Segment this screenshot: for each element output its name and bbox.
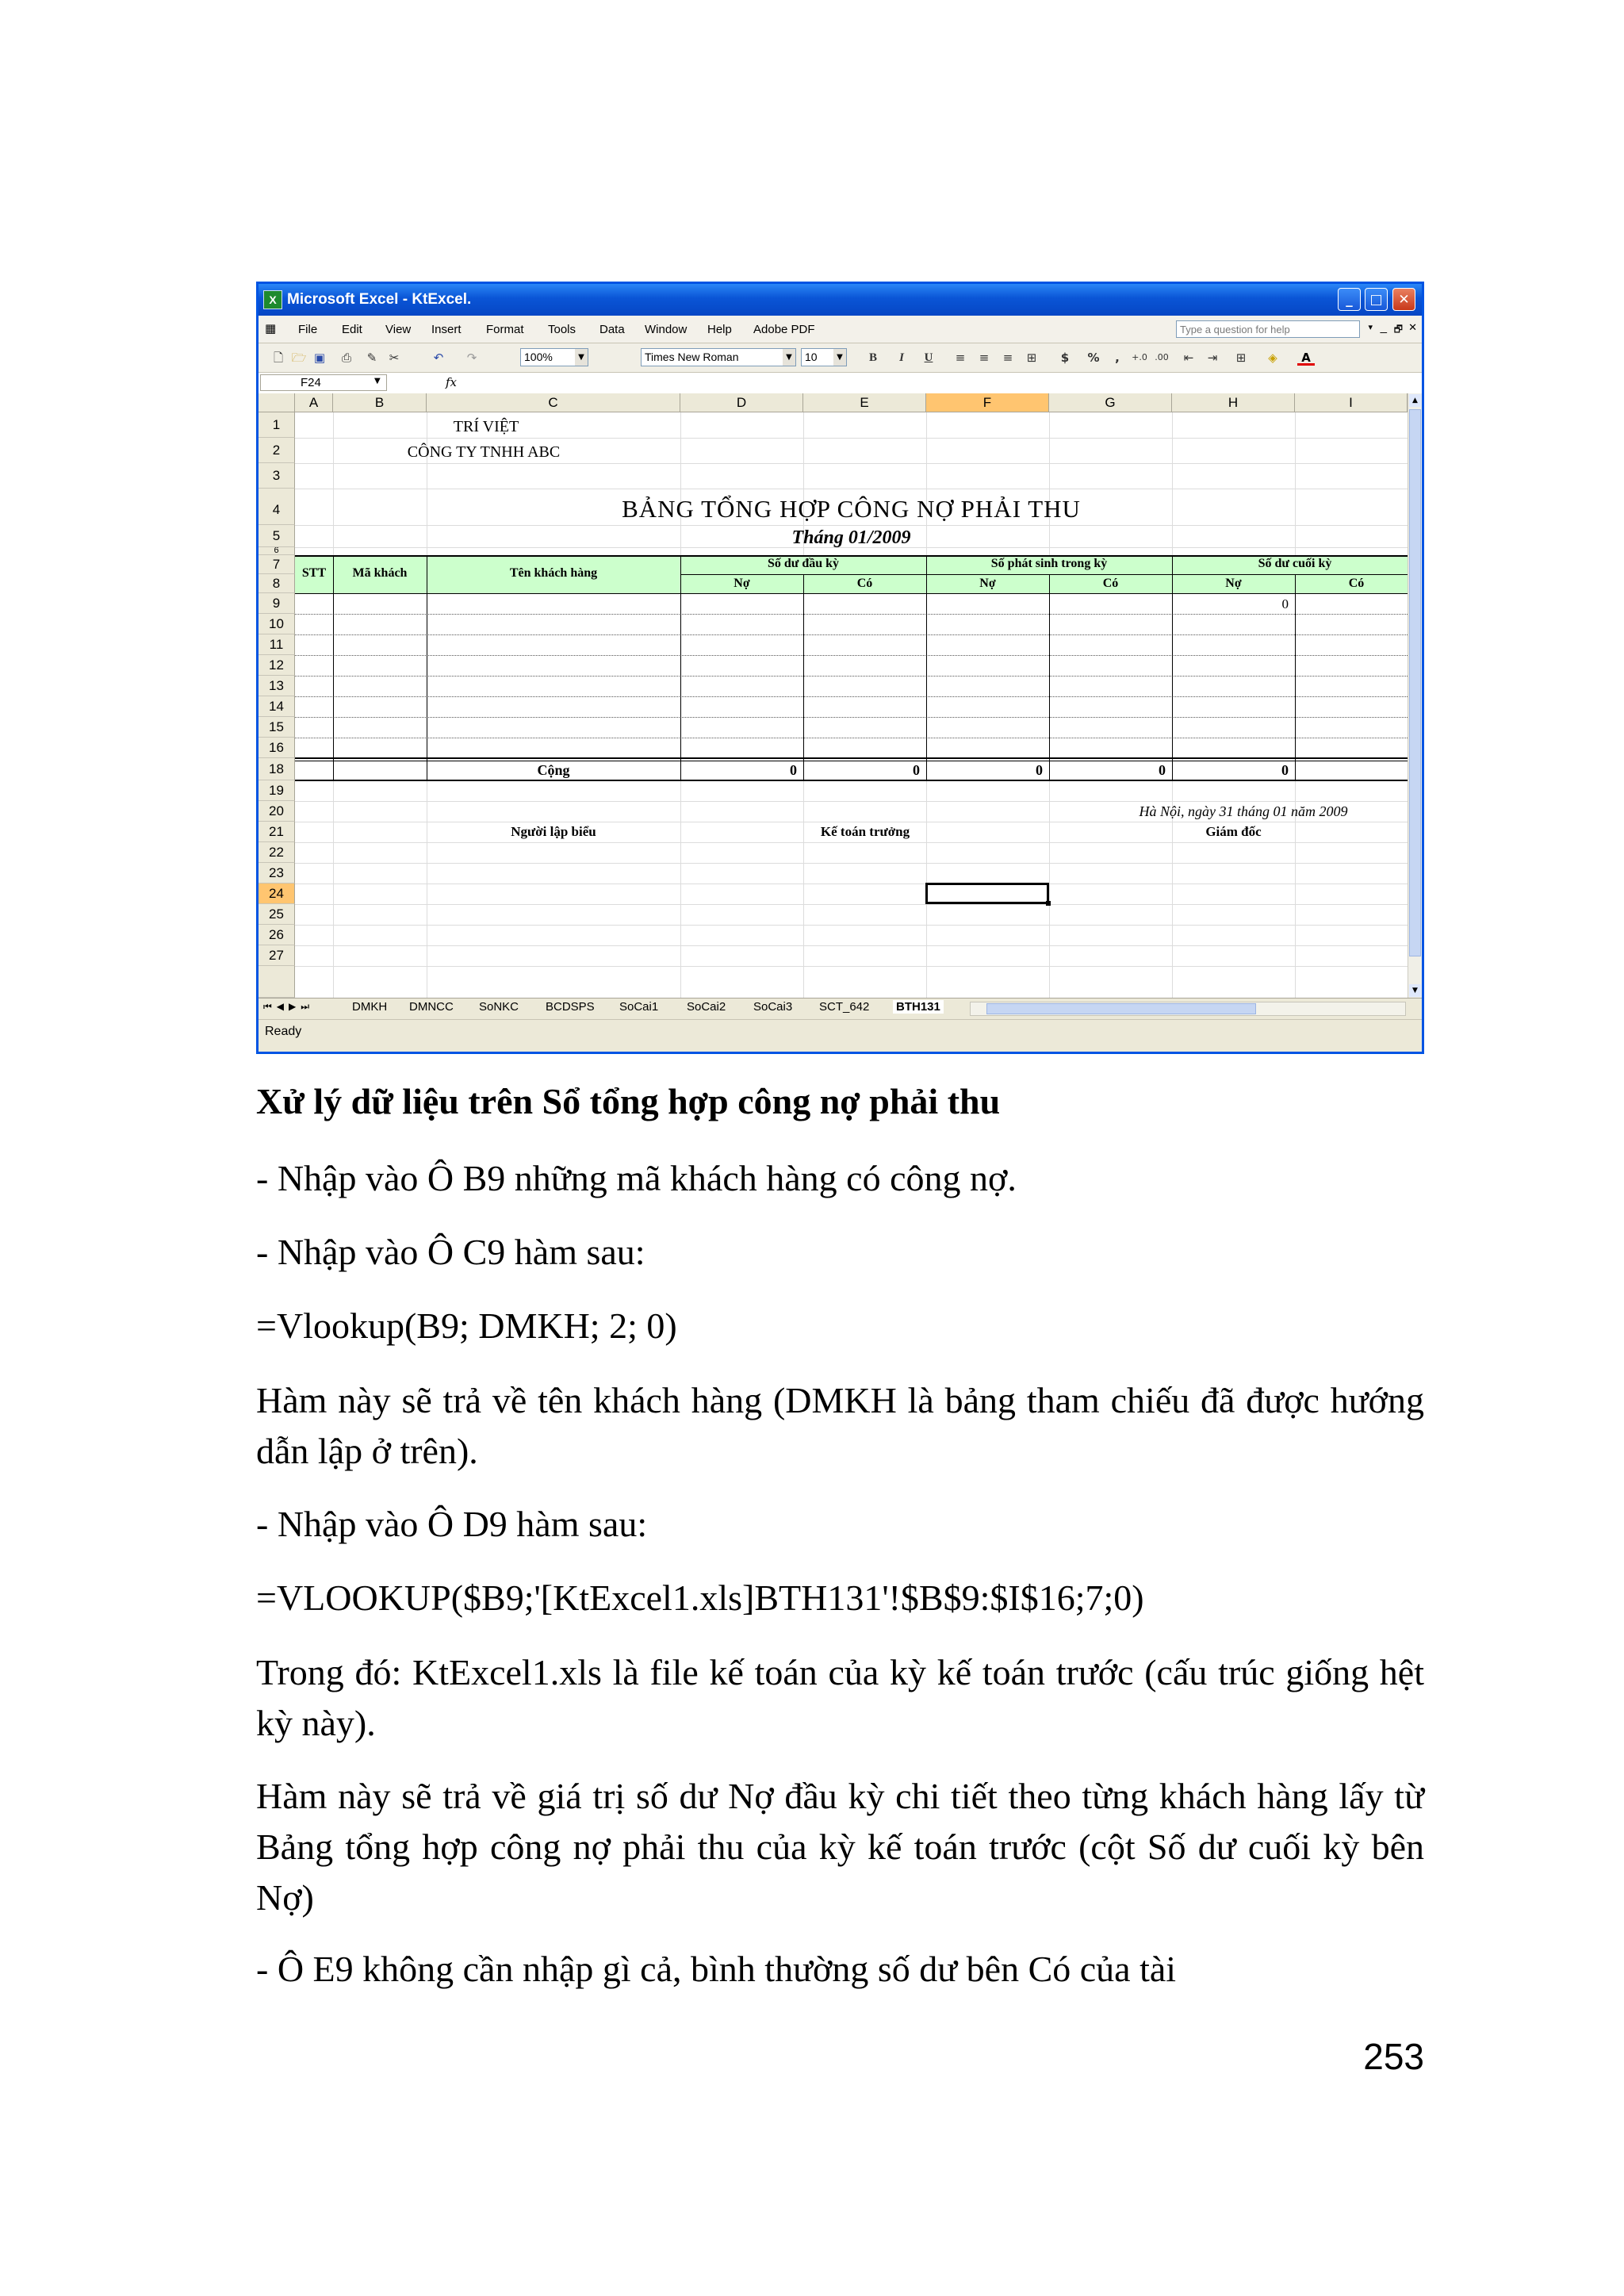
sheet-tab-sonkc[interactable]: SoNKC bbox=[479, 1000, 519, 1014]
row-header[interactable]: 15 bbox=[259, 717, 295, 738]
row-header[interactable]: 9 bbox=[259, 593, 295, 614]
table-border bbox=[680, 574, 1408, 575]
decrease-decimal-icon[interactable]: .00 bbox=[1155, 352, 1169, 362]
save-icon[interactable]: ▣ bbox=[313, 351, 326, 365]
table-border bbox=[295, 757, 1408, 759]
table-border bbox=[333, 555, 334, 780]
doc-restore-button[interactable]: 🗗 bbox=[1393, 324, 1403, 335]
column-header-e[interactable]: E bbox=[803, 393, 926, 412]
header-no: Nợ bbox=[979, 577, 996, 590]
row-header bbox=[259, 966, 295, 998]
title-bar bbox=[259, 284, 1422, 316]
total-h: 0 bbox=[1281, 762, 1289, 778]
row-header[interactable]: 10 bbox=[259, 614, 295, 634]
row-header[interactable]: 13 bbox=[259, 676, 295, 696]
table-border bbox=[295, 634, 1408, 635]
table-border bbox=[295, 676, 1408, 677]
header-du-cuoi-ky: Số dư cuối kỳ bbox=[1258, 557, 1332, 570]
header-ten-khach: Tên khách hàng bbox=[509, 566, 598, 580]
gridline bbox=[295, 966, 1408, 967]
table-border bbox=[295, 614, 1408, 615]
bold-button[interactable]: B bbox=[868, 351, 877, 364]
active-cell-f24[interactable] bbox=[925, 883, 1049, 904]
fill-handle[interactable] bbox=[1046, 901, 1051, 906]
total-label: Cộng bbox=[537, 762, 570, 778]
header-du-dau-ky: Số dư đầu kỳ bbox=[767, 557, 840, 570]
gridline bbox=[295, 945, 1408, 946]
gridline bbox=[295, 463, 1408, 464]
row-header[interactable]: 1 bbox=[259, 412, 295, 438]
close-button[interactable]: ✕ bbox=[1392, 288, 1415, 311]
column-header-a[interactable]: A bbox=[295, 393, 333, 412]
table-border bbox=[295, 780, 1408, 781]
row-header[interactable]: 25 bbox=[259, 904, 295, 925]
vertical-scrollbar[interactable] bbox=[1408, 393, 1423, 998]
chevron-down-icon: ▼ bbox=[783, 349, 795, 366]
italic-button[interactable]: I bbox=[899, 351, 904, 364]
vertical-scroll-thumb[interactable] bbox=[1409, 409, 1421, 956]
paragraph: - Nhập vào Ô D9 hàm sau: bbox=[256, 1504, 648, 1544]
header-ma-khach: Mã khách bbox=[352, 566, 408, 580]
gridline bbox=[295, 904, 1408, 905]
row-header[interactable]: 21 bbox=[259, 822, 295, 842]
section-heading: Xử lý dữ liệu trên Sổ tổng hợp công nợ phải thu bbox=[256, 1081, 1001, 1121]
scroll-up-icon[interactable]: ▲ bbox=[1409, 394, 1421, 407]
function-icon[interactable]: fx bbox=[446, 375, 458, 389]
column-header-f[interactable]: F bbox=[926, 393, 1049, 412]
company-name: CÔNG TY TNHH ABC bbox=[407, 443, 561, 461]
header-no: Nợ bbox=[733, 577, 750, 590]
undo-icon[interactable]: ↶ bbox=[433, 351, 444, 365]
sheet-tab-sct-642[interactable]: SCT_642 bbox=[819, 1000, 870, 1014]
brand-name: TRÍ VIỆT bbox=[453, 418, 519, 435]
font-size-select[interactable] bbox=[801, 348, 847, 366]
column-header-h[interactable]: H bbox=[1172, 393, 1295, 412]
merge-center-icon[interactable]: ⊞ bbox=[1026, 351, 1037, 365]
row-header[interactable]: 5 bbox=[259, 525, 295, 547]
sheet-tab-socai3[interactable]: SoCai3 bbox=[753, 1000, 793, 1014]
comma-button[interactable]: , bbox=[1115, 351, 1120, 365]
sheet-tab-dmncc[interactable]: DMNCC bbox=[409, 1000, 454, 1014]
borders-icon[interactable]: ⊞ bbox=[1235, 351, 1247, 365]
font-name-select[interactable] bbox=[641, 348, 796, 366]
paragraph: Hàm này sẽ trả về tên khách hàng (DMKH là bảng tham chiếu đã được hướng dẫn lập ở trên). bbox=[256, 1380, 1424, 1471]
formula-input[interactable] bbox=[466, 374, 1419, 391]
paragraph: Hàm này sẽ trả về giá trị số dư Nợ đầu kỳ chi tiết theo từng khách hàng lấy từ Bảng tổng hợp công nợ phải thu của kỳ kế toán trước (cột Số dư cuối kỳ bên Nợ) bbox=[256, 1776, 1424, 1918]
table-border bbox=[295, 593, 1408, 594]
sheet-tab-bth131[interactable]: BTH131 bbox=[893, 1000, 944, 1014]
menu-file[interactable]: File bbox=[298, 323, 318, 336]
signer-director: Giám đốc bbox=[1205, 824, 1262, 839]
date-line: Hà Nội, ngày 31 tháng 01 năm 2009 bbox=[1139, 803, 1348, 819]
row-header[interactable]: 27 bbox=[259, 945, 295, 966]
header-no: Nợ bbox=[1225, 577, 1242, 590]
minimize-button[interactable]: _ bbox=[1338, 288, 1361, 311]
menu-data[interactable]: Data bbox=[599, 323, 625, 336]
menu-adobe-pdf[interactable]: Adobe PDF bbox=[753, 323, 815, 336]
formula-text: =VLOOKUP($B9;'[KtExcel1.xls]BTH131'!$B$9:$I$16;7;0) bbox=[256, 1577, 1144, 1618]
print-preview-icon[interactable]: ⎙ bbox=[341, 351, 351, 365]
excel-icon: X bbox=[263, 290, 282, 309]
sheet-tab-socai2[interactable]: SoCai2 bbox=[687, 1000, 726, 1014]
underline-button[interactable]: U bbox=[924, 351, 933, 364]
chevron-down-icon: ▼ bbox=[833, 349, 846, 366]
total-f: 0 bbox=[1036, 762, 1043, 778]
doc-minimize-button[interactable]: _ bbox=[1380, 320, 1387, 334]
menu-help[interactable]: Help bbox=[707, 323, 732, 336]
menu-view[interactable]: View bbox=[385, 323, 412, 336]
excel-window bbox=[256, 282, 1424, 1054]
table-border bbox=[295, 696, 1408, 697]
row-header[interactable]: 12 bbox=[259, 655, 295, 676]
table-border bbox=[295, 655, 1408, 656]
row-header[interactable]: 22 bbox=[259, 842, 295, 863]
table-border bbox=[1295, 574, 1296, 780]
row-header[interactable]: 23 bbox=[259, 863, 295, 884]
help-search-input[interactable]: Type a question for help bbox=[1176, 320, 1360, 338]
zoom-value: 100% bbox=[524, 351, 553, 363]
gridline bbox=[295, 925, 1408, 926]
row-header[interactable]: 7 bbox=[259, 555, 295, 574]
window-title: Microsoft Excel - KtExcel. bbox=[287, 291, 472, 308]
redo-icon[interactable]: ↷ bbox=[466, 351, 477, 365]
paragraph: - Nhập vào Ô C9 hàm sau: bbox=[256, 1232, 645, 1272]
align-right-icon[interactable]: ≡ bbox=[1002, 351, 1013, 365]
decrease-indent-icon[interactable]: ⇤ bbox=[1183, 351, 1194, 365]
row-header[interactable]: 11 bbox=[259, 634, 295, 655]
name-box[interactable]: F24 bbox=[260, 374, 387, 391]
gridline bbox=[295, 438, 1408, 439]
row-header[interactable]: 6 bbox=[259, 547, 295, 555]
row-header[interactable]: 2 bbox=[259, 438, 295, 463]
menu-window[interactable]: Window bbox=[645, 323, 688, 336]
formula-bar bbox=[259, 373, 1422, 394]
doc-close-button[interactable]: ✕ bbox=[1408, 322, 1417, 334]
signer-chief-accountant: Kế toán trưởng bbox=[820, 824, 910, 839]
column-header-b[interactable]: B bbox=[333, 393, 427, 412]
currency-button[interactable]: $ bbox=[1060, 351, 1070, 365]
align-center-icon[interactable]: ≡ bbox=[979, 351, 990, 365]
horizontal-scrollbar[interactable] bbox=[970, 1002, 1406, 1016]
report-title: BẢNG TỔNG HỢP CÔNG NỢ PHẢI THU bbox=[622, 495, 1081, 523]
font-color-button[interactable]: A bbox=[1297, 349, 1315, 366]
percent-button[interactable]: % bbox=[1087, 351, 1100, 365]
fill-color-icon[interactable]: ◈ bbox=[1268, 351, 1277, 365]
gridline bbox=[295, 863, 1408, 864]
gridline bbox=[295, 842, 1408, 843]
header-stt: STT bbox=[301, 566, 327, 580]
header-co: Có bbox=[856, 577, 873, 590]
column-header-i[interactable]: I bbox=[1295, 393, 1408, 412]
header-phat-sinh: Số phát sinh trong kỳ bbox=[990, 557, 1108, 570]
toolbar bbox=[259, 343, 1422, 373]
page-number: 253 bbox=[1363, 2036, 1424, 2077]
row-header[interactable]: 26 bbox=[259, 925, 295, 945]
gridline bbox=[295, 525, 1408, 526]
table-border bbox=[1049, 574, 1050, 780]
format-painter-icon[interactable]: ✎ bbox=[366, 351, 377, 365]
zoom-select[interactable] bbox=[520, 348, 588, 366]
cell-h9: 0 bbox=[1281, 596, 1289, 611]
document-icon[interactable]: ▦ bbox=[265, 321, 277, 335]
header-co: Có bbox=[1102, 577, 1119, 590]
total-e: 0 bbox=[913, 762, 920, 778]
paragraph: Trong đó: KtExcel1.xls là file kế toán của kỳ kế toán trước (cấu trúc giống hệt kỳ này). bbox=[256, 1652, 1424, 1743]
menu-edit[interactable]: Edit bbox=[342, 323, 362, 336]
sheet-tab-bar bbox=[259, 998, 1422, 1019]
status-bar bbox=[259, 1019, 1422, 1052]
select-all-corner[interactable] bbox=[259, 393, 295, 412]
row-header[interactable]: 20 bbox=[259, 801, 295, 822]
gridline bbox=[295, 801, 1408, 802]
menu-format[interactable]: Format bbox=[486, 323, 524, 336]
sheet-tab-bcdsps[interactable]: BCDSPS bbox=[546, 1000, 595, 1014]
new-icon[interactable]: 🗋 bbox=[273, 351, 284, 365]
open-icon[interactable]: 🗁 bbox=[291, 351, 307, 365]
cut-icon[interactable]: ✂ bbox=[389, 351, 400, 365]
sheet-tab-dmkh[interactable]: DMKH bbox=[352, 1000, 388, 1014]
status-text: Ready bbox=[265, 1025, 302, 1038]
row-header[interactable]: 18 bbox=[259, 758, 295, 780]
report-period: Tháng 01/2009 bbox=[791, 527, 911, 548]
total-g: 0 bbox=[1159, 762, 1166, 778]
sheet-tab-socai1[interactable]: SoCai1 bbox=[619, 1000, 659, 1014]
help-dropdown-icon[interactable]: ▾ bbox=[1368, 322, 1373, 332]
column-header-d[interactable]: D bbox=[680, 393, 803, 412]
row-header[interactable]: 16 bbox=[259, 738, 295, 758]
total-d: 0 bbox=[790, 762, 797, 778]
maximize-button[interactable]: □ bbox=[1365, 288, 1388, 311]
column-header-g[interactable]: G bbox=[1049, 393, 1172, 412]
column-header-c[interactable]: C bbox=[427, 393, 680, 412]
row-header[interactable]: 14 bbox=[259, 696, 295, 717]
increase-indent-icon[interactable]: ⇥ bbox=[1207, 351, 1218, 365]
header-co: Có bbox=[1348, 577, 1365, 590]
row-header[interactable]: 19 bbox=[259, 780, 295, 801]
row-header[interactable]: 3 bbox=[259, 463, 295, 489]
menu-bar bbox=[259, 316, 1422, 343]
menu-tools[interactable]: Tools bbox=[548, 323, 576, 336]
paragraph: - Ô E9 không cần nhập gì cả, bình thường số dư bên Có của tài bbox=[256, 1949, 1177, 1989]
formula-text: =Vlookup(B9; DMKH; 2; 0) bbox=[256, 1305, 677, 1346]
paragraph: - Nhập vào Ô B9 những mã khách hàng có công nợ. bbox=[256, 1158, 1017, 1198]
menu-insert[interactable]: Insert bbox=[431, 323, 462, 336]
scroll-down-icon[interactable]: ▼ bbox=[1409, 984, 1421, 997]
font-size-value: 10 bbox=[805, 351, 818, 363]
increase-decimal-icon[interactable]: +.0 bbox=[1132, 352, 1147, 362]
signer-preparer: Người lập biểu bbox=[511, 824, 596, 839]
row-header[interactable]: 4 bbox=[259, 489, 295, 525]
table-border bbox=[295, 717, 1408, 718]
table-border bbox=[803, 574, 804, 780]
row-header[interactable]: 8 bbox=[259, 574, 295, 593]
horizontal-scroll-thumb[interactable] bbox=[986, 1003, 1256, 1014]
font-name-value: Times New Roman bbox=[645, 351, 739, 363]
row-header-selected[interactable]: 24 bbox=[259, 884, 295, 904]
tab-scroll-icons[interactable]: ⏮◀▶⏭ bbox=[263, 1001, 315, 1012]
chevron-down-icon: ▼ bbox=[575, 349, 588, 366]
align-left-icon[interactable]: ≡ bbox=[955, 351, 966, 365]
chevron-down-icon[interactable]: ▼ bbox=[374, 377, 381, 385]
worksheet-grid[interactable] bbox=[259, 393, 1408, 998]
